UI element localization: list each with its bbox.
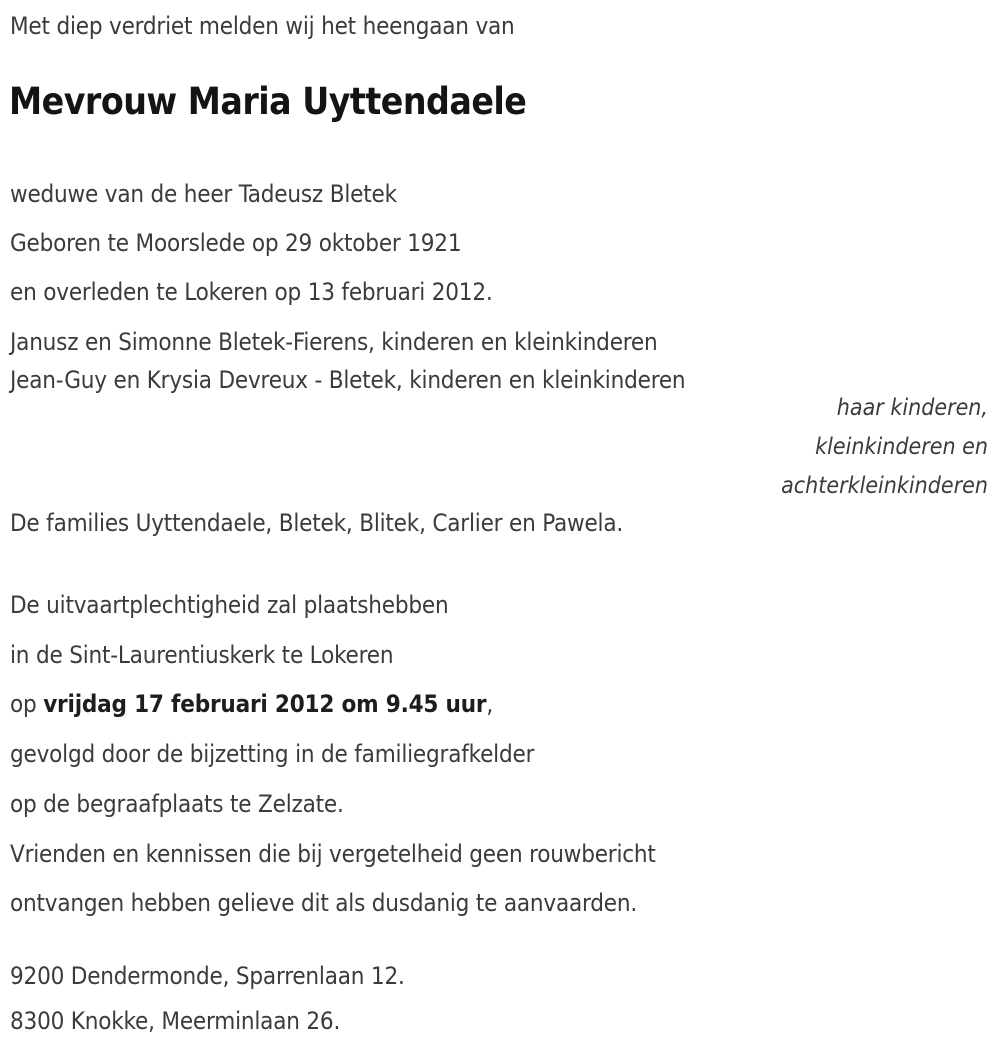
ceremony-line: in de Sint-Laurentiuskerk te Lokeren [10, 641, 394, 669]
relation-line: weduwe van de heer Tadeusz Bletek [10, 180, 397, 208]
relatives-note-line: achterkleinkinderen [781, 473, 988, 499]
family-line: Janusz en Simonne Bletek-Fierens, kinderen en kleinkinderen [10, 328, 658, 356]
ceremony-line: op de begraafplaats te Zelzate. [10, 790, 344, 818]
ceremony-date-prefix: op [10, 690, 44, 718]
ceremony-line: De uitvaartplechtigheid zal plaatshebben [10, 591, 449, 619]
address-line: 9200 Dendermonde, Sparrenlaan 12. [10, 962, 405, 990]
ceremony-line: gevolgd door de bijzetting in de familiegrafkelder [10, 740, 535, 768]
relatives-note-line: kleinkinderen en [815, 434, 988, 460]
ceremony-date-bold: vrijdag 17 februari 2012 om 9.45 uur [43, 690, 487, 718]
families-line: De families Uyttendaele, Bletek, Blitek, Carlier en Pawela. [10, 509, 624, 537]
deceased-name-heading: Mevrouw Maria Uyttendaele [9, 80, 527, 123]
intro-line: Met diep verdriet melden wij het heengaan van [10, 12, 515, 40]
ceremony-date-line [10, 690, 493, 718]
death-line: en overleden te Lokeren op 13 februari 2012. [10, 278, 493, 306]
ceremony-line: ontvangen hebben gelieve dit als dusdanig te aanvaarden. [10, 889, 638, 917]
address-line: 8300 Knokke, Meerminlaan 26. [10, 1007, 341, 1035]
family-line: Jean-Guy en Krysia Devreux - Bletek, kinderen en kleinkinderen [10, 366, 686, 394]
birth-line: Geboren te Moorslede op 29 oktober 1921 [10, 229, 462, 257]
ceremony-date-suffix: , [486, 690, 493, 718]
relatives-note-line: haar kinderen, [836, 395, 988, 421]
ceremony-line: Vrienden en kennissen die bij vergetelheid geen rouwbericht [10, 840, 656, 868]
